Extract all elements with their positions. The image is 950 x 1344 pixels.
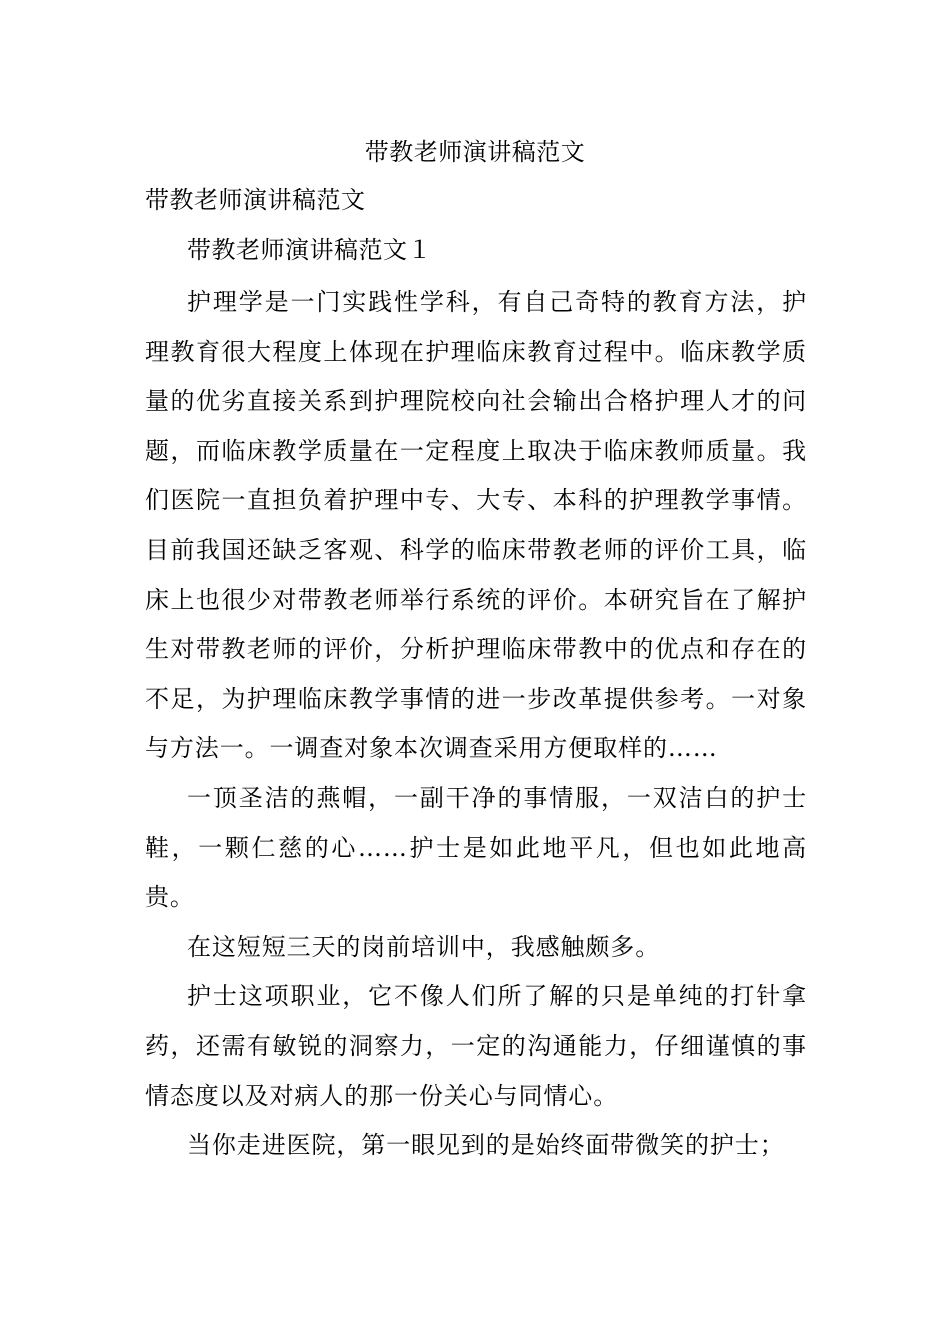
document-title: 带教老师演讲稿范文 [364,138,586,166]
paragraph-3: 在这短短三天的岗前培训中，我感触颇多。 [187,932,661,961]
paragraph-1: 护理学是一门实践性学科，有自己奇特的教育方法，护理教育很大程度上体现在护理临床教育过程中。临床教学质量的优劣直接关系到护理院校向社会输出合格护理人才的问题，而临床教学质量在一定程度上取决于临床教师质量。我们医院一直担负着护理中专、大专、本科的护理教学事情。目前我国还缺乏客观、科学的临床带教老师的评价工具，临床上也很少对带教老师举行系统的评价。本研究旨在了解护生对带教老师的评价，分析护理临床带教中的优点和存在的不足，为护理临床教学事情的进一步改革提供参考。一对象与方法一。一调查对象本次调查采用方便取样的…… [145,288,807,763]
paragraph-2: 一顶圣洁的燕帽，一副干净的事情服，一双洁白的护士鞋，一颗仁慈的心……护士是如此地平凡，但也如此地高贵。 [145,783,807,912]
document-subtitle: 带教老师演讲稿范文 [145,186,366,214]
section-heading: 带教老师演讲稿范文１ [187,236,432,264]
body-text [145,278,807,1171]
paragraph-4: 护士这项职业，它不像人们所了解的只是单纯的打针拿药，还需有敏锐的洞察力，一定的沟通能力，仔细谨慎的事情态度以及对病人的那一份关心与同情心。 [145,982,807,1110]
paragraph-5: 当你走进医院，第一眼见到的是始终面带微笑的护士； [187,1131,785,1160]
